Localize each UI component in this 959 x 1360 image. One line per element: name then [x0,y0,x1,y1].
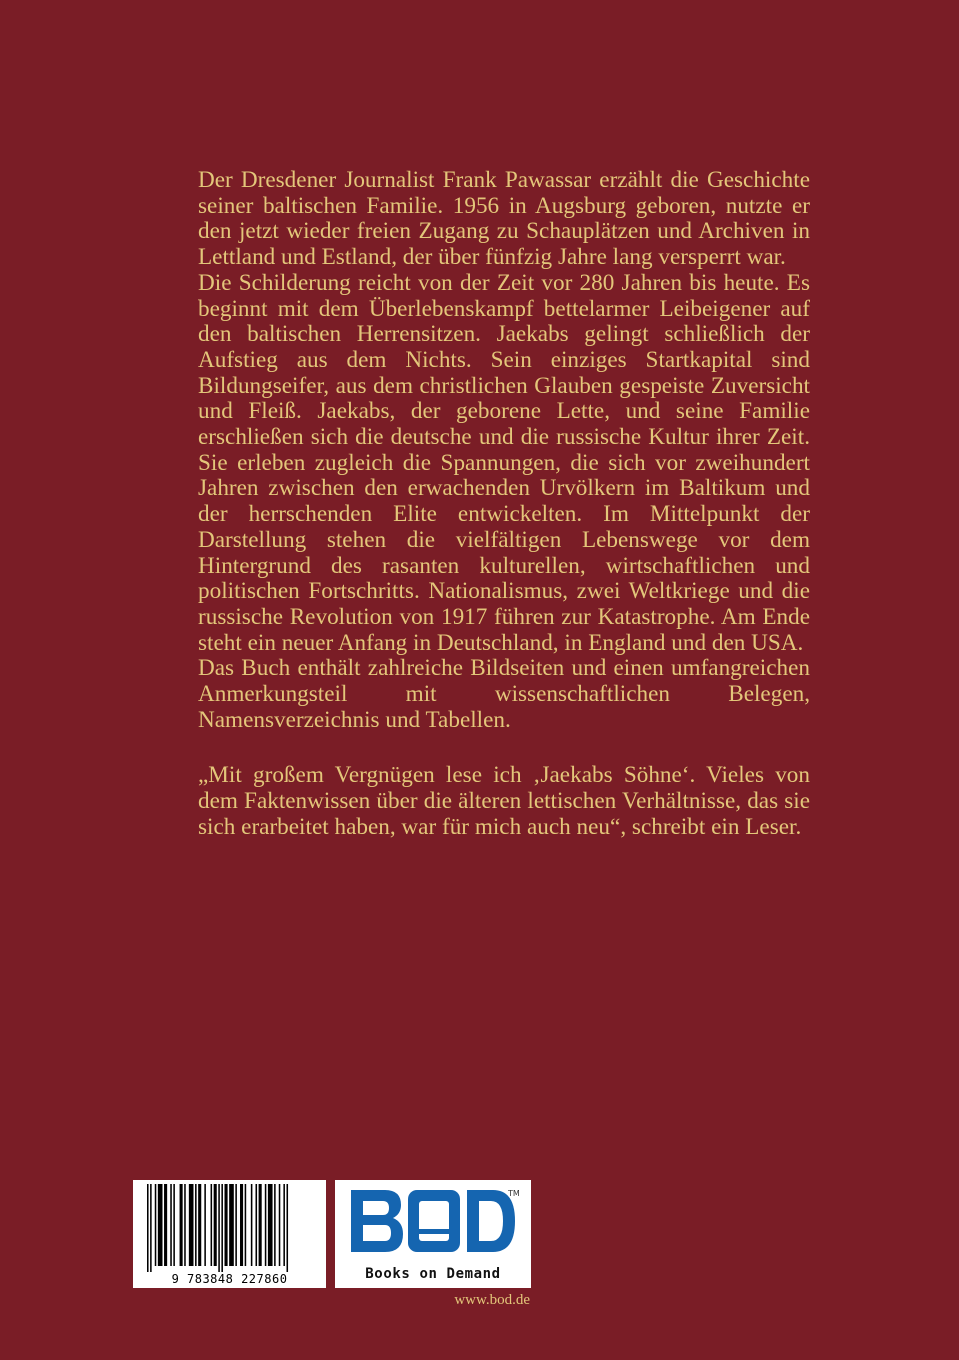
isbn-number: 9 783848 227860 [171,1272,288,1286]
barcode-bar [189,1184,194,1266]
barcode-bar [274,1184,276,1266]
barcode-bar [155,1184,157,1266]
barcode-bar [204,1184,206,1266]
barcode-bar [211,1184,213,1266]
isbn-barcode [133,1180,326,1288]
barcode-bar [198,1184,201,1266]
trademark-label: TM [508,1189,520,1198]
barcode-bar [218,1184,220,1272]
blurb-paragraph-3: Das Buch enthält zahlreiche Bildseiten und einen umfangreichen Anmerkungsteil mit wissenschaftlichen Belegen, Namensverzeichnis und Tabellen. [198,655,810,733]
barcode-bar [283,1184,285,1266]
barcode-bars [133,1180,326,1272]
barcode-bar [235,1184,237,1266]
blurb-paragraph-1: Der Dresdener Journalist Frank Pawassar erzählt die Geschichte seiner baltischen Familie. 1956 in Augsburg geboren, nutzte er den jetzt wieder freien Zugang zu Schauplätzen und Archiven in Lettland und Estland, der über fünfzig Jahre lang versperrt war. [198,167,810,271]
blurb-paragraph-2: Die Schilderung reicht von der Zeit vor 280 Jahren bis heute. Es beginnt mit dem Überlebenskampf bettelarmer Leibeigener auf den baltischen Herrensitzen. Jaekabs gelingt schließlich der Aufstieg aus dem Nichts. Sein einziges Startkapital sind Bildungseifer, aus dem christlichen Glauben gespeiste Zuversicht und Fleiß. Jaekabs, der geborene Lette, und seine Familie erschließen sich die deutsche und die russische Kultur ihrer Zeit. Sie erleben zugleich die Spannungen, die sich vor zweihundert Jahren zwischen den erwachenden Urvölkern im Baltikum und der herrschenden Elite entwickelten. Im Mittelpunkt der Darstellung stehen die vielfältigen Lebenswege vor dem Hintergrund des rasanten kulturellen, wirtschaftlichen und politischen Fortschritts. Nationalismus, zwei Weltkriege und die russische Revolution von 1917 führen zur Katastrophe. Am Ende steht ein neuer Anfang in Deutschland, in England und den USA. [198,269,810,656]
reader-quote: „Mit großem Vergnügen lese ich ‚Jaekabs Söhne‘. Vieles von dem Faktenwissen über die älteren lettischen Verhältnisse, das sie sich erarbeitet haben, war für mich auch neu“, schreibt ein Leser. [198,762,810,840]
publisher-tagline: Books on Demand [365,1266,501,1282]
barcode-bar [229,1184,234,1266]
barcode-bar [287,1184,289,1272]
barcode-bar [164,1184,167,1266]
barcode-bar [180,1184,183,1266]
barcode-bar [221,1184,223,1272]
barcode-bar [158,1184,163,1266]
barcode-bar [150,1184,152,1272]
barcode-bar [259,1184,262,1266]
publisher-url: www.bod.de [454,1292,530,1308]
barcode-bar [251,1184,253,1266]
barcode-bar [268,1184,273,1266]
barcode-bar [245,1184,247,1266]
barcode-bar [147,1184,149,1272]
barcode-bar [214,1184,217,1266]
barcode-bar [170,1184,172,1266]
blurb-text [198,168,810,841]
barcode-bar [195,1184,197,1266]
barcode-bar [173,1184,175,1266]
barcode-bar [225,1184,228,1266]
barcode-bar [184,1184,186,1266]
barcode-bar [279,1184,281,1266]
barcode-bar [265,1184,267,1266]
barcode-bar [256,1184,258,1266]
publisher-logo [335,1180,531,1288]
barcode-bar [240,1184,243,1266]
